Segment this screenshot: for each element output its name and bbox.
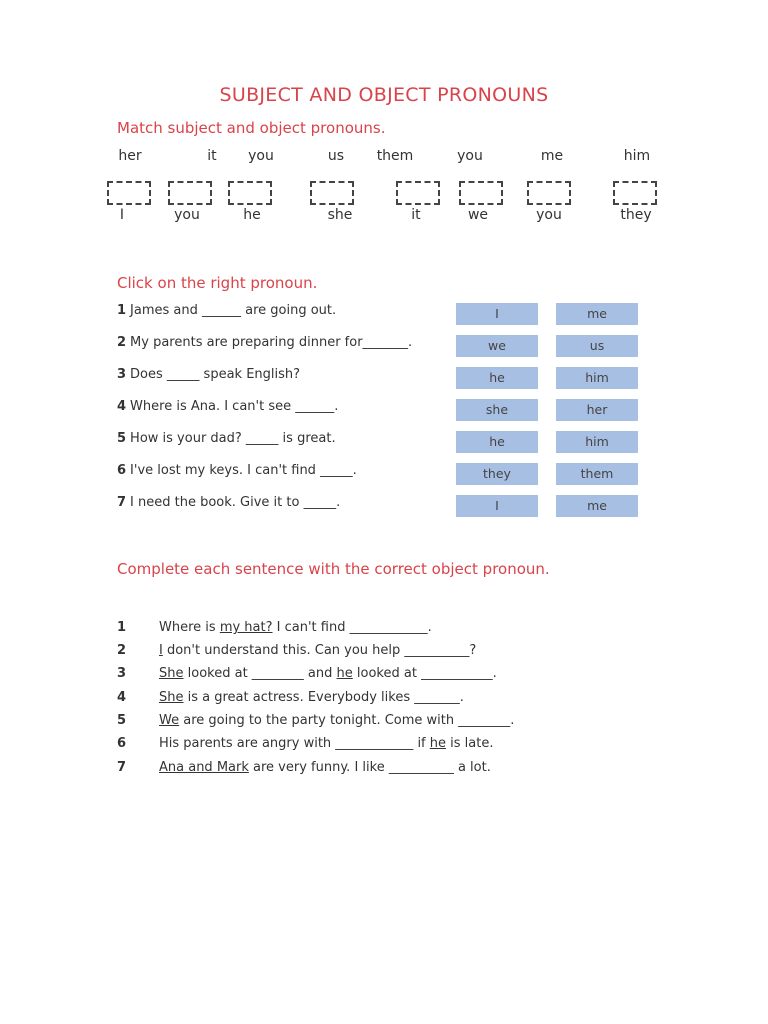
underlined-subject: I: [159, 643, 163, 658]
pronoun-choice-button[interactable]: me: [556, 303, 638, 325]
match-drop-box[interactable]: [168, 181, 212, 205]
object-pronoun: him: [623, 148, 651, 164]
question-text: How is your dad? _____ is great.: [130, 431, 336, 446]
sentence-fragment: are very funny. I like __________ a lot.: [248, 760, 491, 775]
pronoun-choice-button[interactable]: he: [456, 431, 538, 453]
sentence-fragment: is a great actress. Everybody likes _______.: [183, 690, 464, 705]
question-row: [117, 431, 336, 446]
match-heading: Match subject and object pronouns.: [117, 119, 386, 137]
underlined-subject: Ana and Mark: [159, 760, 249, 775]
subject-pronoun: you: [174, 207, 200, 223]
question-number: 3: [117, 367, 127, 382]
question-row: [117, 303, 336, 318]
underlined-subject: She: [159, 666, 184, 681]
pronoun-choice-button[interactable]: her: [556, 399, 638, 421]
pronoun-choice-button[interactable]: us: [556, 335, 638, 357]
sentence-fragment: are going to the party tonight. Come with ________.: [179, 713, 515, 728]
sentence-number: 4: [117, 690, 127, 705]
match-drop-box[interactable]: [396, 181, 440, 205]
underlined-subject: he: [336, 666, 353, 681]
subject-pronoun: I: [119, 207, 125, 223]
page-title: SUBJECT AND OBJECT PRONOUNS: [219, 84, 549, 106]
question-number: 6: [117, 463, 127, 478]
pronoun-choice-button[interactable]: him: [556, 431, 638, 453]
question-number: 2: [117, 335, 127, 350]
match-drop-box[interactable]: [459, 181, 503, 205]
match-drop-box[interactable]: [613, 181, 657, 205]
question-number: 7: [117, 495, 127, 510]
question-row: [117, 335, 412, 350]
sentence-text: [159, 736, 493, 751]
sentence-number: 6: [117, 736, 127, 751]
question-row: [117, 463, 357, 478]
object-pronoun: her: [118, 148, 142, 164]
sentence-number: 2: [117, 643, 127, 658]
sentence-fragment: is late.: [446, 736, 494, 751]
question-row: [117, 399, 338, 414]
match-drop-box[interactable]: [228, 181, 272, 205]
subject-pronoun: we: [467, 207, 489, 223]
underlined-subject: She: [159, 690, 184, 705]
question-number: 4: [117, 399, 127, 414]
pronoun-choice-button[interactable]: I: [456, 495, 538, 517]
object-pronoun: it: [207, 148, 217, 164]
sentence-fragment: looked at ________ and: [183, 666, 337, 681]
object-pronoun: you: [457, 148, 483, 164]
sentence-fragment: don't understand this. Can you help __________?: [162, 643, 477, 658]
sentence-text: [159, 643, 476, 658]
sentence-text: [159, 690, 464, 705]
question-text: I need the book. Give it to _____.: [130, 495, 341, 510]
subject-pronoun: it: [411, 207, 421, 223]
question-row: [117, 367, 300, 382]
click-heading: Click on the right pronoun.: [117, 274, 318, 292]
question-number: 1: [117, 303, 127, 318]
question-number: 5: [117, 431, 127, 446]
question-text: I've lost my keys. I can't find _____.: [130, 463, 357, 478]
question-text: My parents are preparing dinner for_______.: [130, 335, 413, 350]
sentence-text: [159, 760, 491, 775]
sentence-text: [159, 620, 432, 635]
sentence-number: 7: [117, 760, 127, 775]
pronoun-choice-button[interactable]: they: [456, 463, 538, 485]
underlined-subject: We: [159, 713, 180, 728]
object-pronoun: you: [248, 148, 274, 164]
object-pronoun: them: [376, 148, 414, 164]
subject-pronoun: she: [327, 207, 353, 223]
pronoun-choice-button[interactable]: them: [556, 463, 638, 485]
pronoun-choice-button[interactable]: he: [456, 367, 538, 389]
match-drop-box[interactable]: [527, 181, 571, 205]
object-pronoun: me: [540, 148, 564, 164]
pronoun-choice-button[interactable]: I: [456, 303, 538, 325]
pronoun-choice-button[interactable]: him: [556, 367, 638, 389]
sentence-text: [159, 713, 514, 728]
sentence-number: 1: [117, 620, 127, 635]
pronoun-choice-button[interactable]: she: [456, 399, 538, 421]
underlined-subject: my hat?: [219, 620, 273, 635]
underlined-subject: he: [429, 736, 447, 751]
sentence-number: 5: [117, 713, 127, 728]
question-text: Where is Ana. I can't see ______.: [130, 399, 339, 414]
subject-pronoun: he: [243, 207, 261, 223]
sentence-fragment: I can't find ____________.: [272, 620, 432, 635]
pronoun-choice-button[interactable]: we: [456, 335, 538, 357]
question-text: James and ______ are going out.: [130, 303, 337, 318]
pronoun-choice-button[interactable]: me: [556, 495, 638, 517]
sentence-text: [159, 666, 497, 681]
question-text: Does _____ speak English?: [130, 367, 301, 382]
object-pronoun: us: [327, 148, 345, 164]
complete-heading: Complete each sentence with the correct object pronoun.: [117, 560, 550, 578]
question-row: [117, 495, 340, 510]
subject-pronoun: you: [536, 207, 562, 223]
sentence-fragment: looked at ___________.: [352, 666, 497, 681]
match-drop-box[interactable]: [310, 181, 354, 205]
sentence-fragment: His parents are angry with ____________ if: [159, 736, 430, 751]
sentence-fragment: Where is: [159, 620, 220, 635]
match-drop-box[interactable]: [107, 181, 151, 205]
subject-pronoun: they: [620, 207, 652, 223]
sentence-number: 3: [117, 666, 127, 681]
